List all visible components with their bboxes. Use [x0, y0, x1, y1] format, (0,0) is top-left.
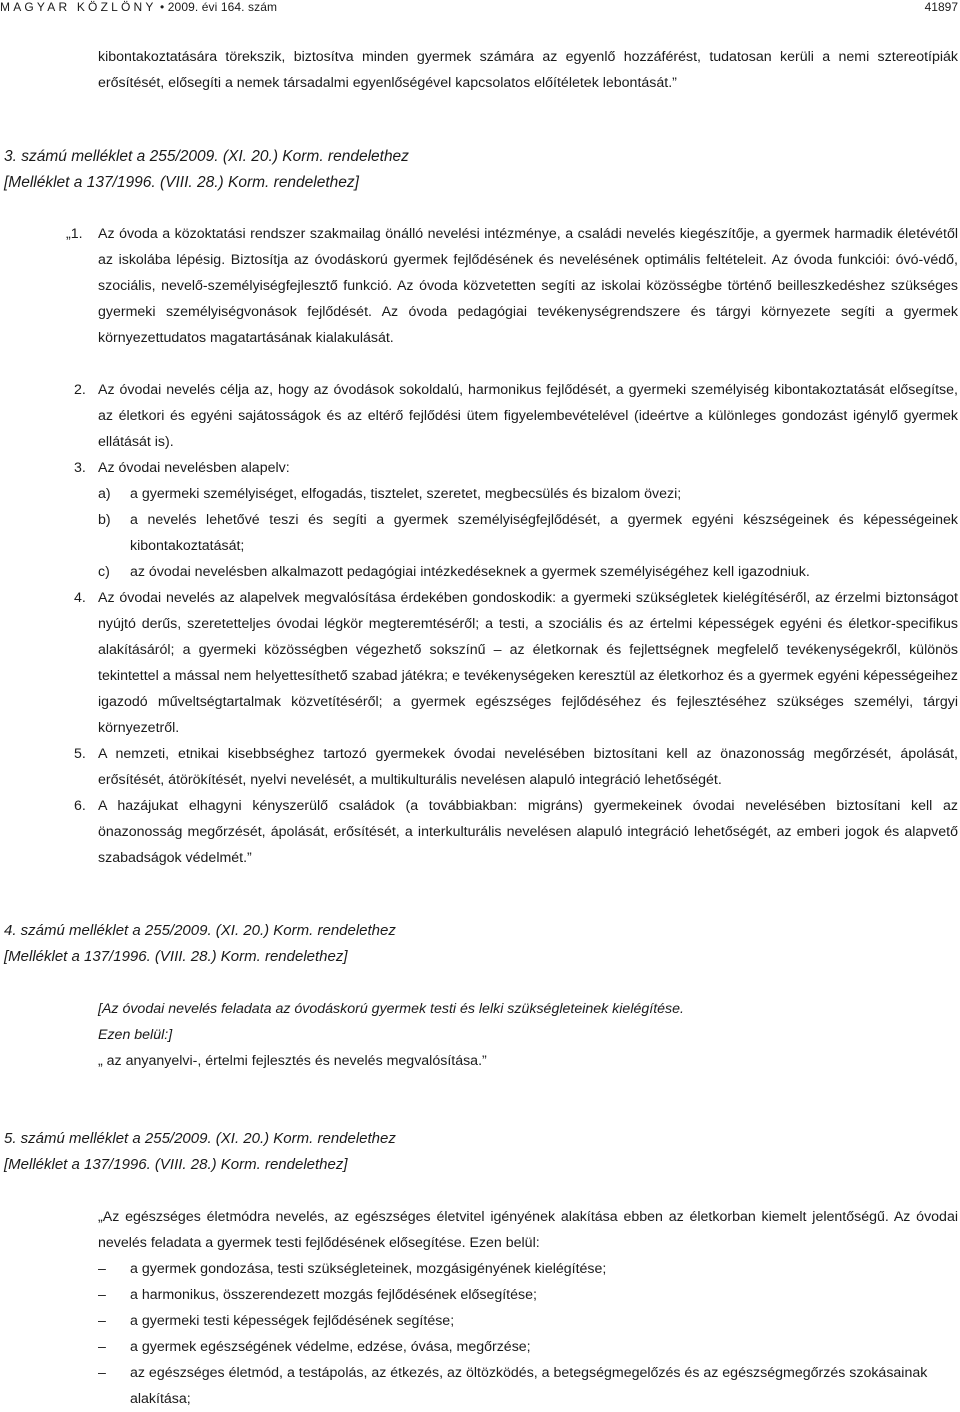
annex4-line-1: [Az óvodai nevelés feladata az óvodáskorú gyermek testi és lelki szükségleteinek kielégítése. [98, 1001, 684, 1017]
annex3-subtitle: [Melléklet a 137/1996. (VIII. 28.) Korm. rendelethez] [4, 174, 359, 191]
annex3-item-6: A hazájukat elhagyni kényszerülő családok (a továbbiakban: migráns) gyermekeinek óvodai nevelésében biztosítani kell az önazonosság megőrzését, ápolását, erősítését, a interkulturális nevelésen alapuló integráció lehetőségét, az emberi jogok és alapvető szabadságok védelmét.” [98, 798, 958, 866]
annex3-subitem-b: a nevelés lehetővé teszi és segíti a gyermek személyiségfejlődését, a gyermek egyéni készségeinek és képességeinek kibontakoztatását; [130, 512, 958, 554]
annex3-item-3: Az óvodai nevelésben alapelv: [98, 460, 290, 476]
bullet-dash: – [98, 1339, 106, 1355]
annex3-item-4: Az óvodai nevelés az alapelvek megvalósítása érdekében gondoskodik: a gyermeki szükségletek kielégítéséről, az érzelmi biztonságot nyújtó derűs, szeretetteljes óvodai légkör megteremtéséről; a testi, a szociális és az értelmi képességek egyéni és életkor-specifikus alakításáról; a gyermeki közösségben végezhető sokszínű – az életkornak és fejlettségnek megfelelő tevékenységekről, különös tekintettel a mással nem helyettesíthető szabad játékra; e tevékenységeken keresztül az életkorhoz és a gyermek egyéni képességeihez igazodó műveltségtartalmak közvetítéséről; a gyermek egészséges fejlődéséhez és fejlesztéséhez szükséges személyi, tárgyi környezetről. [98, 590, 958, 736]
page-header [0, 0, 960, 16]
item-number: „1. [66, 226, 83, 242]
annex5-bullet-3: a gyermeki testi képességek fejlődésének segítése; [130, 1313, 455, 1329]
annex3-subitem-c: az óvodai nevelésben alkalmazott pedagógiai intézkedéseknek a gyermek személyiségéhez kell igazodniuk. [130, 564, 810, 580]
annex4-subtitle: [Melléklet a 137/1996. (VIII. 28.) Korm. rendelethez] [4, 948, 348, 965]
annex4-line-2: Ezen belül:] [98, 1027, 173, 1043]
annex4-title: 4. számú melléklet a 255/2009. (XI. 20.) Korm. rendelethez [4, 922, 396, 939]
annex3-item-2: Az óvodai nevelés célja az, hogy az óvodások sokoldalú, harmonikus fejlődését, a gyermeki személyiség kibontakoztatását elősegítse, az életkori és egyéni sajátosságok és az eltérő fejlődési ütem figyelembevételével (ideértve a különleges gondozást igénylő gyermek ellátását is). [98, 382, 958, 450]
bullet-dash: – [98, 1365, 106, 1381]
issue-label: • 2009. évi 164. szám [160, 0, 278, 14]
item-number: 5. [74, 746, 86, 762]
intro-paragraph: kibontakoztatására törekszik, biztosítva minden gyermek számára az egyenlő hozzáférést, tudatosan kerüli a nemi sztereotípiák erősítését, elősegíti a nemek társadalmi egyenlőségével kapcsolatos előítéletek lebontását.” [98, 49, 958, 91]
bullet-dash: – [98, 1313, 106, 1329]
annex3-item-1: Az óvoda a közoktatási rendszer szakmailag önálló nevelési intézménye, a családi nevelés kiegészítője, a gyermek harmadik életévétől az iskolába lépésig. Biztosítja az óvodáskorú gyermek fejlődésének és nevelésének optimális feltételeit. Az óvoda funkciói: óvó-védő, szociális, nevelő-személyiségfejlesztő funkció. Az óvoda közvetetten segíti az iskolai közösségbe történő beilleszkedéshez szükséges gyermeki személyiségvonások fejlődését. Az óvoda pedagógiai tevékenységrendszere és tárgyi környezete segíti a gyermek környezettudatos magatartásának kialakulását. [98, 226, 958, 346]
annex5-bullet-4: a gyermek egészségének védelme, edzése, óvása, megőrzése; [130, 1339, 531, 1355]
item-number: 2. [74, 382, 86, 398]
annex5-bullet-2: a harmonikus, összerendezett mozgás fejlődésének elősegítése; [130, 1287, 537, 1303]
item-number: 6. [74, 798, 86, 814]
item-number: 4. [74, 590, 86, 606]
annex5-subtitle: [Melléklet a 137/1996. (VIII. 28.) Korm. rendelethez] [4, 1156, 348, 1173]
annex3-title: 3. számú melléklet a 255/2009. (XI. 20.) Korm. rendelethez [4, 148, 409, 165]
annex5-paragraph: „Az egészséges életmódra nevelés, az egészséges életvitel igényének alakítása ebben az életkorban kiemelt jelentőségű. Az óvodai nevelés feladata a gyermek testi fejlődésének elősegítése. Ezen belül: [98, 1209, 958, 1251]
annex3-item-5: A nemzeti, etnikai kisebbséghez tartozó gyermekek óvodai nevelésében biztosítani kell az önazonosság megőrzését, ápolását, erősítését, átörökítését, nyelvi nevelését, a multikulturális nevelésen alapuló integráció lehetőségét. [98, 746, 958, 788]
journal-issue [0, 0, 277, 14]
item-number: 3. [74, 460, 86, 476]
annex5-bullet-1: a gyermek gondozása, testi szükségleteinek, mozgásigényének kielégítése; [130, 1261, 607, 1277]
annex5-bullet-5: az egészséges életmód, a testápolás, az étkezés, az öltözködés, a betegségmegelőzés és az egészségmegőrzés szokásainak alakítása; [130, 1365, 928, 1407]
subitem-letter: b) [98, 512, 111, 528]
annex3-subitem-a: a gyermeki személyiséget, elfogadás, tisztelet, szeretet, megbecsülés és bizalom övezi; [130, 486, 682, 502]
annex4-line-3: „ az anyanyelvi-, értelmi fejlesztés és nevelés megvalósítása.” [98, 1053, 487, 1069]
journal-name: MAGYAR KÖZLÖNY [0, 0, 157, 14]
subitem-letter: c) [98, 564, 110, 580]
bullet-dash: – [98, 1261, 106, 1277]
subitem-letter: a) [98, 486, 111, 502]
bullet-dash: – [98, 1287, 106, 1303]
page-number: 41897 [924, 0, 958, 14]
annex5-title: 5. számú melléklet a 255/2009. (XI. 20.) Korm. rendelethez [4, 1130, 396, 1147]
